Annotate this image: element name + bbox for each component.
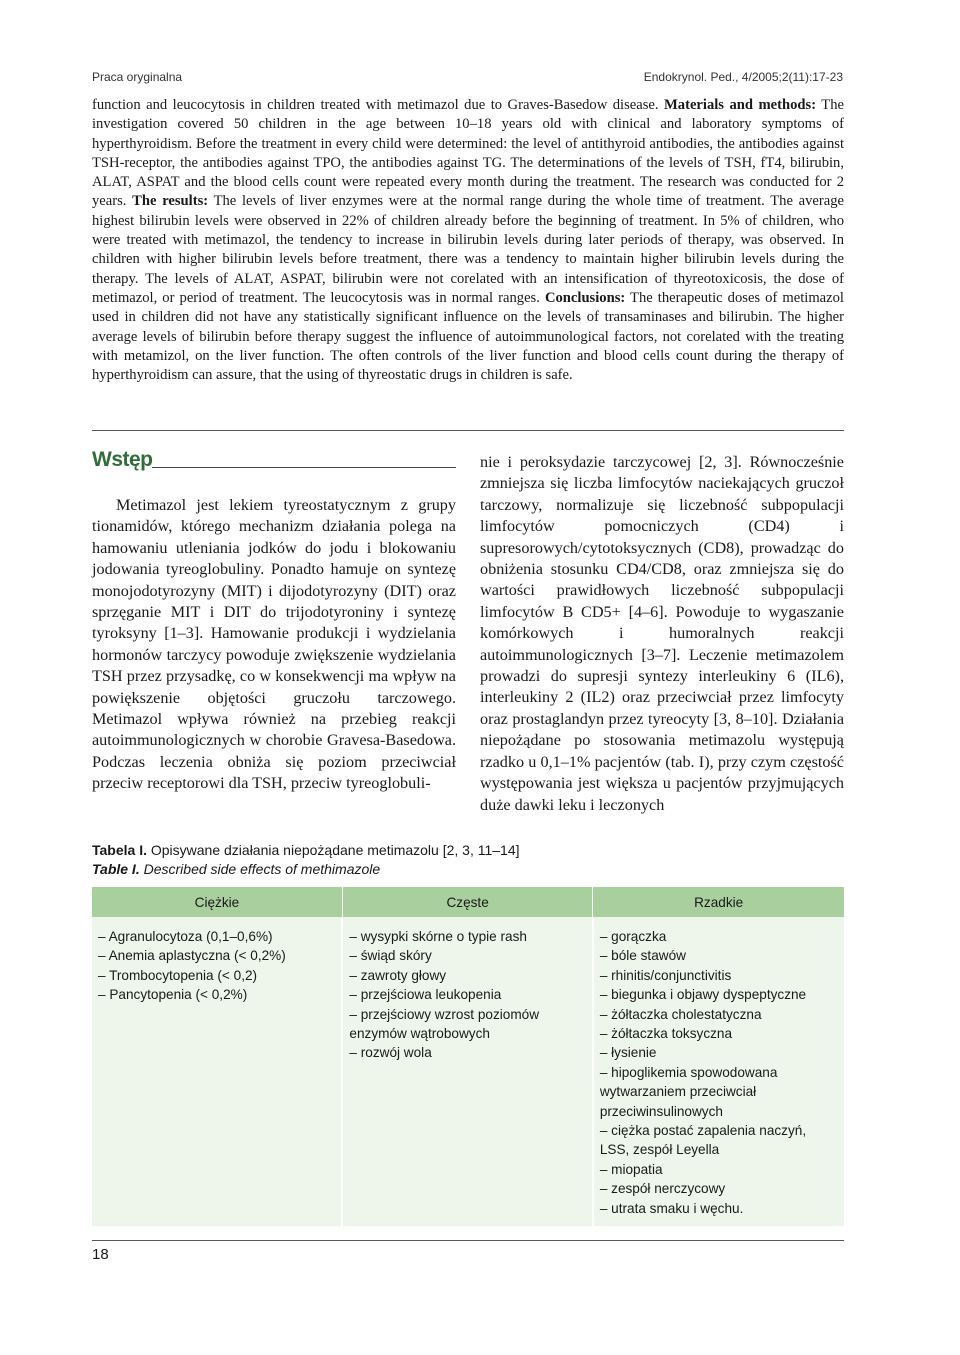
table-item: – rozwój wola [349,1045,432,1061]
footer-divider [92,1240,844,1241]
table-item: – Pancytopenia (< 0,2%) [98,987,248,1003]
conclusions-label: Conclusions: [544,289,626,306]
table-item: – Anemia aplastyczna (< 0,2%) [98,948,286,964]
running-header-left: Praca oryginalna [92,70,183,84]
abstract-text-1: function and leucocytosis in children treated with metimazol due to Graves-Basedow disease. [92,97,665,113]
page-number: 18 [92,1246,109,1263]
table-caption-pl [92,842,520,858]
table-cell-severe [92,917,342,1226]
table-caption-en-label: Table I. [92,861,140,877]
table-item: – przejściowa leukopenia [349,987,502,1003]
table-item: – żółtaczka toksyczna [599,1026,733,1042]
table-header-cell: Ciężkie [92,887,342,917]
table-cell-common [342,917,592,1226]
table-item: – wysypki skórne o typie rash [349,929,527,944]
materials-label: Materials and methods: [664,97,817,113]
table-caption-pl-label: Tabela I. [92,842,147,858]
abstract-text-4: The therapeutic doses of metimazol used in children did not have any statistically significant influence on the levels of transaminases and bilirubin. The higher average levels of bilirubin before therapy suggest the influence of autoimmunological factors, not corelated with the treating with metamizol, on the liver function. The often controls of the liver function and blood cells count during the therapy of hyperthyroidism can assure, that the using of thyreostatic drugs in children is safe. [92,289,844,384]
table-item: – przejściowy wzrost poziomów enzymów wątrobowych [349,1006,540,1042]
table-caption-en [92,861,380,877]
table-item: – Agranulocytoza (0,1–0,6%) [98,929,273,944]
table-item: – żółtaczka cholestatyczna [599,1006,762,1022]
table-item: – miopatia [599,1161,663,1177]
table-item: – zespół nerczycowy [599,1181,726,1197]
side-effects-table [92,887,844,1226]
abstract-text-2: The investigation covered 50 children in the age between 10–18 years old with clinical and laboratory symptoms of hyperthyroidism. Before the treatment in every child were determined: the level of antithyroid antibodies, the antibodies against TSH-receptor, the antibodies against TPO, the antibodies against TG. The determinations of the levels of TSH, fT4, bilirubin, ALAT, ASPAT and the blood cells count were repeated every month during the treatment. The research was conducted for 2 years. [92,97,844,210]
table-header-cell: Częste [342,887,592,917]
table-item: – biegunka i objawy dyspeptyczne [599,987,807,1003]
table-header-cell: Rzadkie [593,887,844,917]
table-item: – świąd skóry [349,948,432,964]
table-item: – łysienie [599,1045,657,1061]
body-column-right: nie i peroksydazie tarczycowej [2, 3]. Równocześnie zmniejsza się liczba limfocytów naciekających gruczoł tarczowy, normalizuje się liczebność subpopulacji limfocytów pomocniczych (CD4) i supresorowych/cytotoksycznych (CD8), prowadząc do obniżenia stosunku CD4/CD8, oraz zmniejsza się do wartości prawidłowych liczebność subpopulacji limfocytów B CD5+ [4–6]. Powoduje to wygaszanie komórkowych i humoralnych reakcji autoimmunologicznych [3–7]. Leczenie metimazolem prowadzi do supresji syntezy interleukiny 6 (IL6), interleukiny 2 (IL2) oraz przeciwciał przez limfocyty oraz prostaglandyn przez tyreocyty [3, 8–10]. Działania niepożądane po stosowania metimazolu występują rzadko u 0,1–1% pacjentów (tab. I), przy czym częstość występowania jest większa u pacjentów przyjmujących duże dawki leku i leczonych [480,453,844,814]
results-label: The results: [132,193,209,210]
abstract [92,96,844,385]
table-caption-pl-text: Opisywane działania niepożądane metimazolu [2, 3, 11–14] [146,842,520,858]
table-item: – zawroty głowy [349,967,447,983]
table-item: – bóle stawów [599,948,686,964]
abstract-text-3: The levels of liver enzymes were at the normal range during the whole time of treatment. The average highest bilirubin levels were observed in 22% of children already before the beginning of treatment. In 5% of children, who were treated with metimazol, the tendency to increase in bilirubin levels during later periods of therapy, was observed. In children with higher bilirubin levels before treatment, there was a tendency to maintain higher bilirubin levels during the therapy. The levels of ALAT, ASPAT, bilirubin were not corelated with an intensification of thyreotoxicosis, the dose of metimazol, or period of treatment. The leucocytosis was in normal ranges. [92,193,844,306]
abstract-divider [92,430,844,431]
section-title: Wstęp [92,448,153,471]
table-header-row [92,887,844,917]
body-column-left: Metimazol jest lekiem tyreostatycznym z grupy tionamidów, którego mechanizm działania polega na hamowaniu utleniania jodków do jodu i blokowaniu jodowania tyreoglobuliny. Ponadto hamuje on syntezę monojodotyrozyny (MIT) i dijodotyrozyny (DIT) oraz sprzęganie MIT i DIT do trijodotyroniny i syntezę tyroksyny [1–3]. Hamowanie produkcji i wydzielania hormonów tarczycy powoduje zwiększenie wydzielania TSH przez przysadkę, co w konsekwencji ma wpływ na powiększenie objętości gruczołu tarczowego. Metimazol wpływa również na przebieg reakcji autoimmunologicznych w chorobie Gravesa-Basedowa. Podczas leczenia obniża się poziom przeciwciał przeciw receptorowi dla TSH, przeciw tyreoglobuli- [92,496,456,793]
table-item: – ciężka postać zapalenia naczyń, LSS, zespół Leyella [599,1123,807,1158]
table-item: – utrata smaku i węchu. [599,1200,744,1216]
table-row [92,917,844,1226]
table-cell-rare [593,917,844,1226]
section-title-underline [152,467,456,468]
table-caption-en-text: Described side effects of methimazole [139,861,381,877]
table-item: – gorączka [599,929,667,944]
table-item: – hipoglikemia spowodowana wytwarzaniem przeciwciał przeciwinsulinowych [599,1064,778,1119]
table-item: – rhinitis/conjunctivitis [599,967,732,983]
table-item: – Trombocytopenia (< 0,2) [98,967,258,983]
running-header-right: Endokrynol. Ped., 4/2005;2(11):17-23 [643,70,843,84]
